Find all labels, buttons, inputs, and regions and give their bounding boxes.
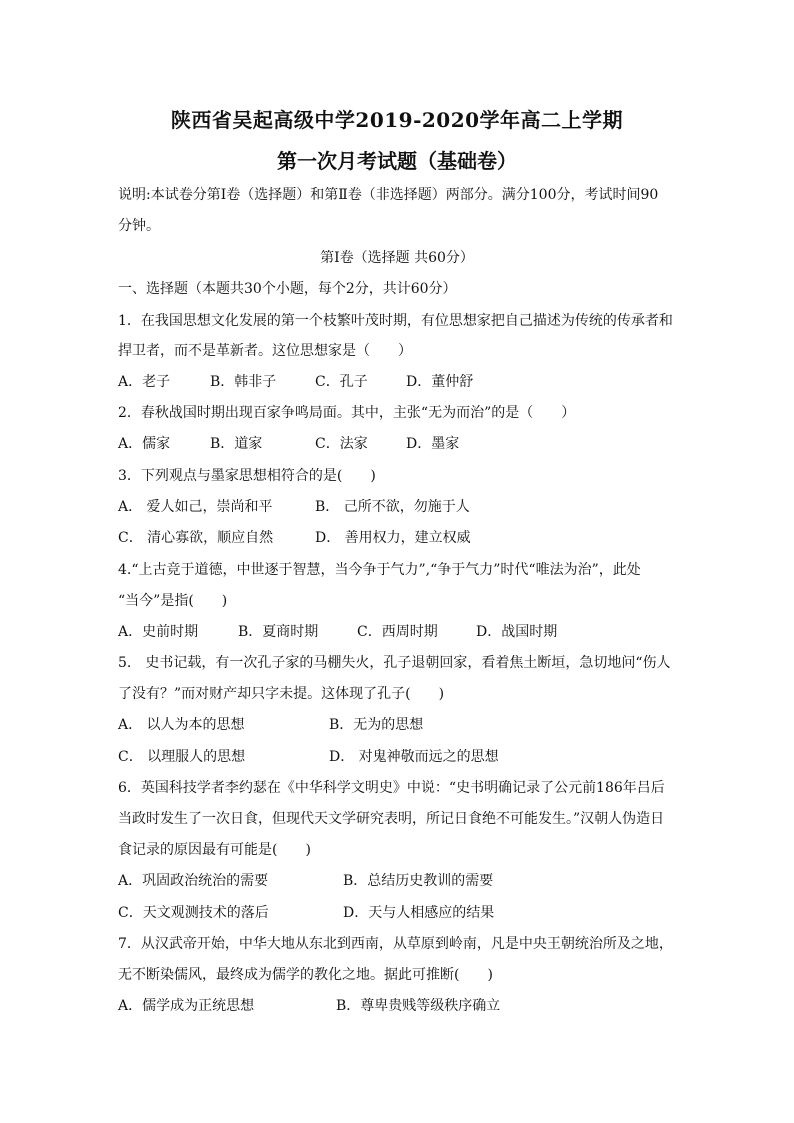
exam-subtitle: 第一次月考试题（基础卷）: [277, 149, 517, 173]
question-5-option-c: C． 以理服人的思想: [118, 749, 246, 765]
question-2-option-a: A．儒家: [118, 436, 171, 452]
question-4-option-c: C．西周时期: [357, 624, 438, 640]
question-1-stem-line-2: 捍卫者，而不是革新者。这位思想家是（ ）: [118, 343, 412, 359]
question-6-stem-line-2: 当政时发生了一次日食，但现代天文学研究表明，所记日食绝不可能发生。”汉朝人伪造日: [118, 811, 665, 827]
question-1-option-a: A．老子: [118, 374, 171, 390]
question-6-option-a: A．巩固政治统治的需要: [118, 873, 269, 889]
instructions-line-1: 说明:本试卷分第Ⅰ卷（选择题）和第Ⅱ卷（非选择题）两部分。满分100分，考试时间90: [118, 187, 659, 203]
question-7-stem-line-2: 无不断染儒风，最终成为儒学的教化之地。据此可推断( ): [118, 967, 493, 983]
question-1-stem-line-1: 1．在我国思想文化发展的第一个枝繁叶茂时期，有位思想家把自己描述为传统的传承者和: [118, 313, 673, 329]
question-1-option-d: D．董仲舒: [406, 374, 474, 390]
question-4-option-a: A．史前时期: [118, 624, 199, 640]
question-5-option-b: B．无为的思想: [329, 717, 424, 733]
question-3-option-b: B． 己所不欲，勿施于人: [315, 499, 470, 515]
question-3-option-c: C． 清心寡欲，顺应自然: [118, 530, 274, 546]
question-6-stem-line-3: 食记录的原因最有可能是( ): [118, 842, 311, 858]
question-5-stem-line-1: 5. 史书记载，有一次孔子家的马棚失火，孔子退朝回家，看着焦土断垣，急切地问“伤人: [118, 655, 671, 671]
question-7-option-b: B．尊卑贵贱等级秩序确立: [336, 998, 501, 1014]
question-7-stem-line-1: 7．从汉武帝开始，中华大地从东北到西南，从草原到岭南，凡是中央王朝统治所及之地，: [118, 936, 673, 952]
question-1-option-b: B．韩非子: [210, 374, 277, 390]
question-4-stem-line-1: 4.“上古竞于道德，中世逐于智慧，当今争于气力”,“争于气力”时代“唯法为治”，此处: [118, 562, 641, 578]
question-1-option-c: C．孔子: [315, 374, 368, 390]
question-5-stem-line-2: 了没有？”而对财产却只字未提。这体现了孔子( ): [118, 686, 445, 702]
question-5-option-d: D． 对鬼神敬而远之的思想: [329, 749, 499, 765]
exam-title: 陕西省吴起高级中学2019-2020学年高二上学期: [170, 108, 624, 132]
question-2-option-c: C．法家: [315, 436, 368, 452]
volume1-header: 第Ⅰ卷（选择题 共60分）: [320, 250, 474, 266]
question-4-option-d: D．战国时期: [476, 624, 558, 640]
question-4-option-b: B．夏商时期: [238, 624, 319, 640]
question-6-option-d: D．天与人相感应的结果: [343, 905, 495, 921]
question-2-option-d: D．墨家: [406, 436, 460, 452]
question-5-option-a: A． 以人为本的思想: [118, 717, 245, 733]
question-4-stem-line-2: “当今”是指( ): [118, 593, 228, 609]
question-3-stem-line-1: 3．下列观点与墨家思想相符合的是( ): [118, 468, 376, 484]
question-2-option-b: B．道家: [210, 436, 263, 452]
question-3-option-a: A． 爱人如己，崇尚和平: [118, 499, 273, 515]
question-6-option-b: B．总结历史教训的需要: [343, 873, 494, 889]
question-3-option-d: D． 善用权力，建立权威: [315, 530, 471, 546]
question-6-option-c: C．天文观测技术的落后: [118, 905, 269, 921]
question-6-stem-line-1: 6．英国科技学者李约瑟在《中华科学文明史》中说：“史书明确记录了公元前186年吕后: [118, 780, 665, 796]
question-2-stem-line-1: 2．春秋战国时期出现百家争鸣局面。其中，主张“无为而治”的是（ ）: [118, 405, 576, 421]
instructions-line-2: 分钟。: [118, 218, 160, 234]
section1-header: 一、选择题（本题共30个小题，每个2分，共计60分）: [118, 281, 457, 297]
question-7-option-a: A．儒学成为正统思想: [118, 998, 255, 1014]
